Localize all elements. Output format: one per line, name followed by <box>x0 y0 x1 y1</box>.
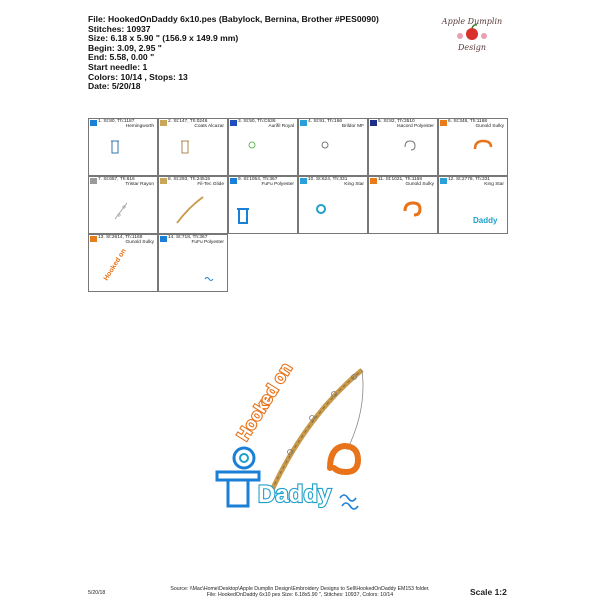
stop-head: 2. St:147, Th:0246 <box>168 119 208 124</box>
thread-name: Coats Alcazar <box>194 124 224 129</box>
color-swatch <box>300 178 307 184</box>
squiggle-shape <box>340 495 358 509</box>
footer-file-line: File: HookedOnDaddy 6x10 pes Size: 6.18x5.90 ", Stitches: 10937, Colors: 10/14 <box>206 592 394 599</box>
stop-head: 3. St:50, Th:C636 <box>238 119 276 124</box>
hooked-on-text: Hooked on <box>233 360 296 445</box>
color-stop-cell <box>438 118 508 176</box>
thread-name: Hemingworth <box>125 124 154 129</box>
thread-name: King Star <box>484 182 504 187</box>
thread-name: Brildor MF <box>341 124 364 129</box>
color-stop-cell <box>228 118 298 176</box>
thread-name: Gunold Sulky <box>405 182 434 187</box>
color-swatch <box>230 120 237 126</box>
color-swatch <box>160 120 167 126</box>
footer-source <box>0 586 600 598</box>
stop-thumbnail <box>89 189 159 235</box>
color-swatch <box>230 178 237 184</box>
color-stop-cell <box>438 176 508 234</box>
apple-icon <box>466 28 478 40</box>
color-swatch <box>440 120 447 126</box>
thread-name: Gunold Sulky <box>475 124 504 129</box>
start-needle-line: Start needle: 1 <box>88 61 148 72</box>
stop-head: 13. St:2614, Th:1168 <box>98 235 143 240</box>
color-swatch <box>300 120 307 126</box>
color-swatch <box>90 236 97 242</box>
color-stop-cell <box>88 234 158 292</box>
reel-circle <box>234 448 254 468</box>
color-swatch <box>90 120 97 126</box>
colors-line: Colors: 10/14 , Stops: 13 <box>88 71 188 82</box>
color-swatch <box>160 178 167 184</box>
stop-thumbnail <box>159 131 229 177</box>
apple-dumplin-logo <box>432 10 512 58</box>
color-stop-cell <box>88 118 158 176</box>
hook-shape <box>330 446 358 472</box>
color-stop-cell <box>158 176 228 234</box>
color-stop-cell <box>298 176 368 234</box>
stop-head: 5. St:82, Th:3510 <box>378 119 415 124</box>
thread-name: Isacord Polyester <box>396 124 434 129</box>
color-stop-cell <box>368 176 438 234</box>
thread-name: Tristar Rayon <box>125 182 154 187</box>
stop-thumbnail <box>439 131 509 177</box>
color-stop-cell <box>158 118 228 176</box>
stop-thumbnail <box>89 131 159 177</box>
stop-thumbnail <box>299 131 369 177</box>
thread-name: Gunold Sulky <box>125 240 154 245</box>
color-stop-cell <box>298 118 368 176</box>
svg-text:Hooked on: Hooked on <box>102 247 128 283</box>
logo-line1: Apple Dumplin <box>441 17 503 26</box>
stitches-line: Stitches: 10937 <box>88 23 151 34</box>
stop-head: 12. St:2778, Th:331 <box>448 177 491 182</box>
thread-name: FuFu Polyester <box>191 240 224 245</box>
stop-thumbnail <box>439 189 509 235</box>
logo-line2: Design <box>457 43 487 52</box>
svg-text:Daddy: Daddy <box>473 216 498 225</box>
color-stop-cell <box>158 234 228 292</box>
color-swatch <box>370 120 377 126</box>
stop-thumbnail <box>369 189 439 235</box>
color-stop-cell <box>368 118 438 176</box>
color-swatch <box>160 236 167 242</box>
stop-head: 10. St:624, Th:331 <box>308 177 348 182</box>
reel-base <box>228 480 248 506</box>
color-swatch <box>90 178 97 184</box>
footer-date: 5/20/18 <box>88 590 106 596</box>
stop-thumbnail <box>369 131 439 177</box>
thread-name: King Star <box>344 182 364 187</box>
thread-name: Aurifil Royal <box>268 124 294 129</box>
begin-line: Begin: 3.09, 2.95 " <box>88 42 162 53</box>
stop-thumbnail <box>89 247 159 293</box>
date-line: Date: 5/20/18 <box>88 81 141 92</box>
stop-thumbnail <box>159 247 229 293</box>
color-swatch <box>440 178 447 184</box>
stop-head: 4. St:91, Th:166 <box>308 119 343 124</box>
stop-head: 1. St:80, Th:1187 <box>98 119 135 124</box>
stop-head: 14. St:718, Th:367 <box>168 235 208 240</box>
scale-label: Scale 1:2 <box>470 587 507 597</box>
color-stop-cell <box>88 176 158 234</box>
stop-thumbnail <box>299 189 369 235</box>
file-line: File: HookedOnDaddy 6x10.pes (Babylock, Bernina, Brother #PES0090) <box>88 14 379 24</box>
file-info <box>88 15 379 92</box>
color-swatch <box>370 178 377 184</box>
footer-source-line: Source: \\Mac\Home\Desktop\Apple Dumplin Design\Embroidery Designs to Sell\HookedOnDaddy EM153 folder. <box>170 586 430 592</box>
stop-head: 7. St:657, Th:616 <box>98 177 135 182</box>
daddy-text: Daddy <box>258 481 332 508</box>
stop-head: 6. St:348, Th:1168 <box>448 119 488 124</box>
stop-thumbnail <box>229 189 299 235</box>
end-line: End: 5.58, 0.00 " <box>88 52 155 63</box>
stop-head: 11. St:1021, Th:1168 <box>378 177 423 182</box>
stop-thumbnail <box>159 189 229 235</box>
stop-head: 8. St:293, Th:24515 <box>168 177 211 182</box>
design-preview <box>212 360 392 530</box>
thread-name: Fil-Tec Glide <box>197 182 224 187</box>
size-line: Size: 6.18 x 5.90 " (156.9 x 149.9 mm) <box>88 33 239 44</box>
stop-thumbnail <box>229 131 299 177</box>
stop-head: 9. St:1054, Th:367 <box>238 177 278 182</box>
color-stop-cell <box>228 176 298 234</box>
thread-name: FuFu Polyester <box>261 182 294 187</box>
